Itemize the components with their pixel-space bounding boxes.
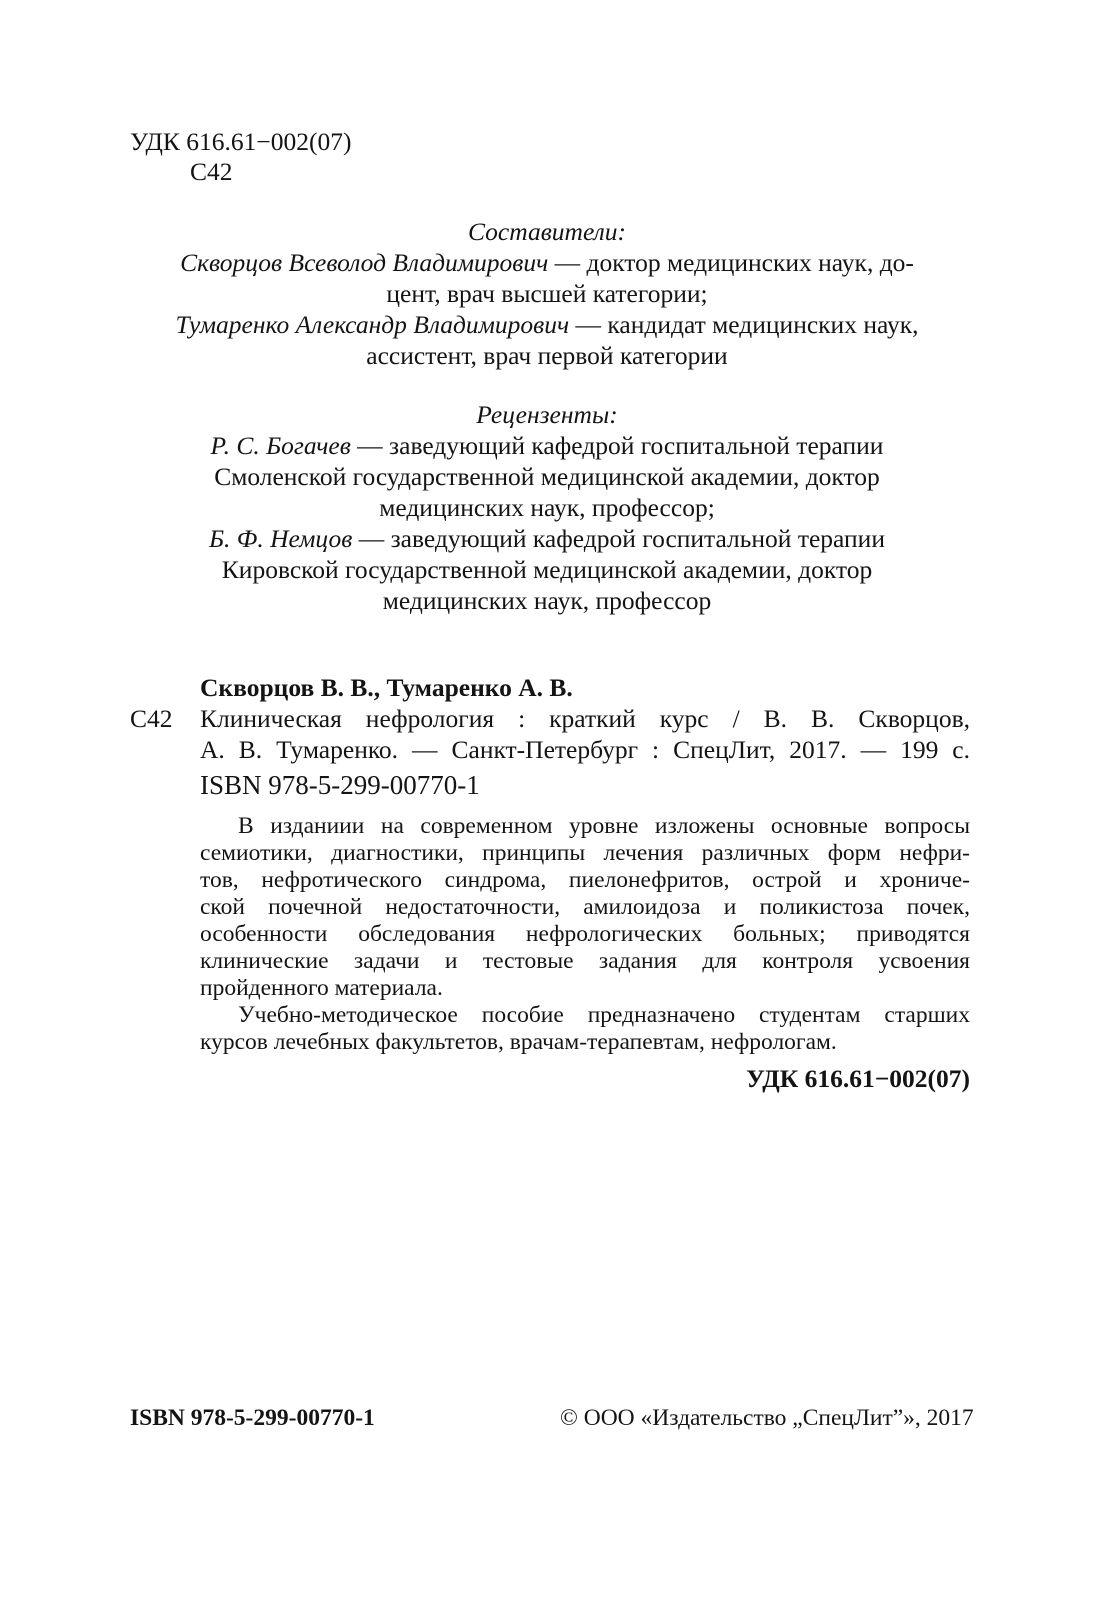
reviewer-1-title-b: Смоленской государственной медицинской академии, доктор [214, 462, 880, 491]
reviewer-2-name: Б. Ф. Немцов [209, 524, 353, 553]
reviewer-1-title-c: медицинских наук, профессор; [379, 493, 715, 522]
catalog-isbn: ISBN 978-5-299-00770-1 [200, 770, 480, 800]
reviewer-2-line-1 [0, 524, 1094, 554]
bbk-code: С42 [190, 157, 233, 186]
compilers-heading: Составители: [467, 217, 626, 246]
compiler-2-title-b: ассистент, врач первой категории [366, 341, 728, 370]
catalog-udk: УДК 616.61−002(07) [746, 1064, 970, 1093]
reviewers-heading: Рецензенты: [476, 400, 618, 429]
abstract-line: особенности обследования нефрологических больных; приводятся [200, 921, 970, 947]
abstract-line: В изданиии на современном уровне изложены основные вопросы [238, 813, 970, 839]
catalog-entry-line-2: А. В. Тумаренко. — Санкт-Петербург : СпецЛит, 2017. — 199 с. [200, 735, 970, 764]
abstract-line: клинические задачи и тестовые задания для контроля усвоения [200, 948, 970, 974]
catalog-entry-line-1: Клиническая нефрология : краткий курс / В. В. Скворцов, [200, 704, 970, 733]
purpose-line: Учебно-методическое пособие предназначено студентам старших [238, 1002, 970, 1028]
reviewer-1-name: Р. С. Богачев [210, 431, 351, 460]
reviewer-1-line-1 [0, 431, 1094, 461]
purpose-line: курсов лечебных факультетов, врачам-терапевтам, нефрологам. [200, 1029, 837, 1055]
compiler-1-title-b: цент, врач высшей категории; [386, 279, 708, 308]
compiler-2-name: Тумаренко Александр Владимирович [175, 310, 570, 339]
udk-code: УДК 616.61−002(07) [130, 127, 352, 156]
reviewer-2-title-c: медицинских наук, профессор [382, 586, 712, 615]
reviewer-2-title-b: Кировской государственной медицинской академии, доктор [221, 555, 873, 584]
catalog-authors: Скворцов В. В., Тумаренко А. В. [200, 673, 573, 702]
copyright-notice: © ООО «Издательство „СпецЛит”», 2017 [560, 1405, 974, 1431]
reviewer-2-title-a: — заведующий кафедрой госпитальной терапии [352, 524, 885, 553]
compiler-1-line-1 [0, 248, 1094, 278]
abstract-line: ской почечной недостаточности, амилоидоза и поликистоза почек, [200, 894, 970, 920]
footer-isbn: ISBN 978-5-299-00770-1 [130, 1405, 375, 1431]
compiler-1-title-a: — доктор медицинских наук, до- [548, 248, 914, 277]
reviewer-1-title-a: — заведующий кафедрой госпитальной терапии [350, 431, 884, 460]
compiler-2-line-1 [0, 310, 1094, 340]
compiler-1-name: Скворцов Всеволод Владимирович [180, 248, 549, 277]
abstract-line: тов, нефротического синдрома, пиелонефритов, острой и хрониче- [200, 867, 970, 893]
catalog-code: С42 [130, 704, 173, 733]
compiler-2-title-a: — кандидат медицинских наук, [569, 310, 919, 339]
abstract-line: пройденного материала. [200, 975, 443, 1001]
abstract-line: семиотики, диагностики, принципы лечения различных форм нефри- [200, 840, 970, 866]
